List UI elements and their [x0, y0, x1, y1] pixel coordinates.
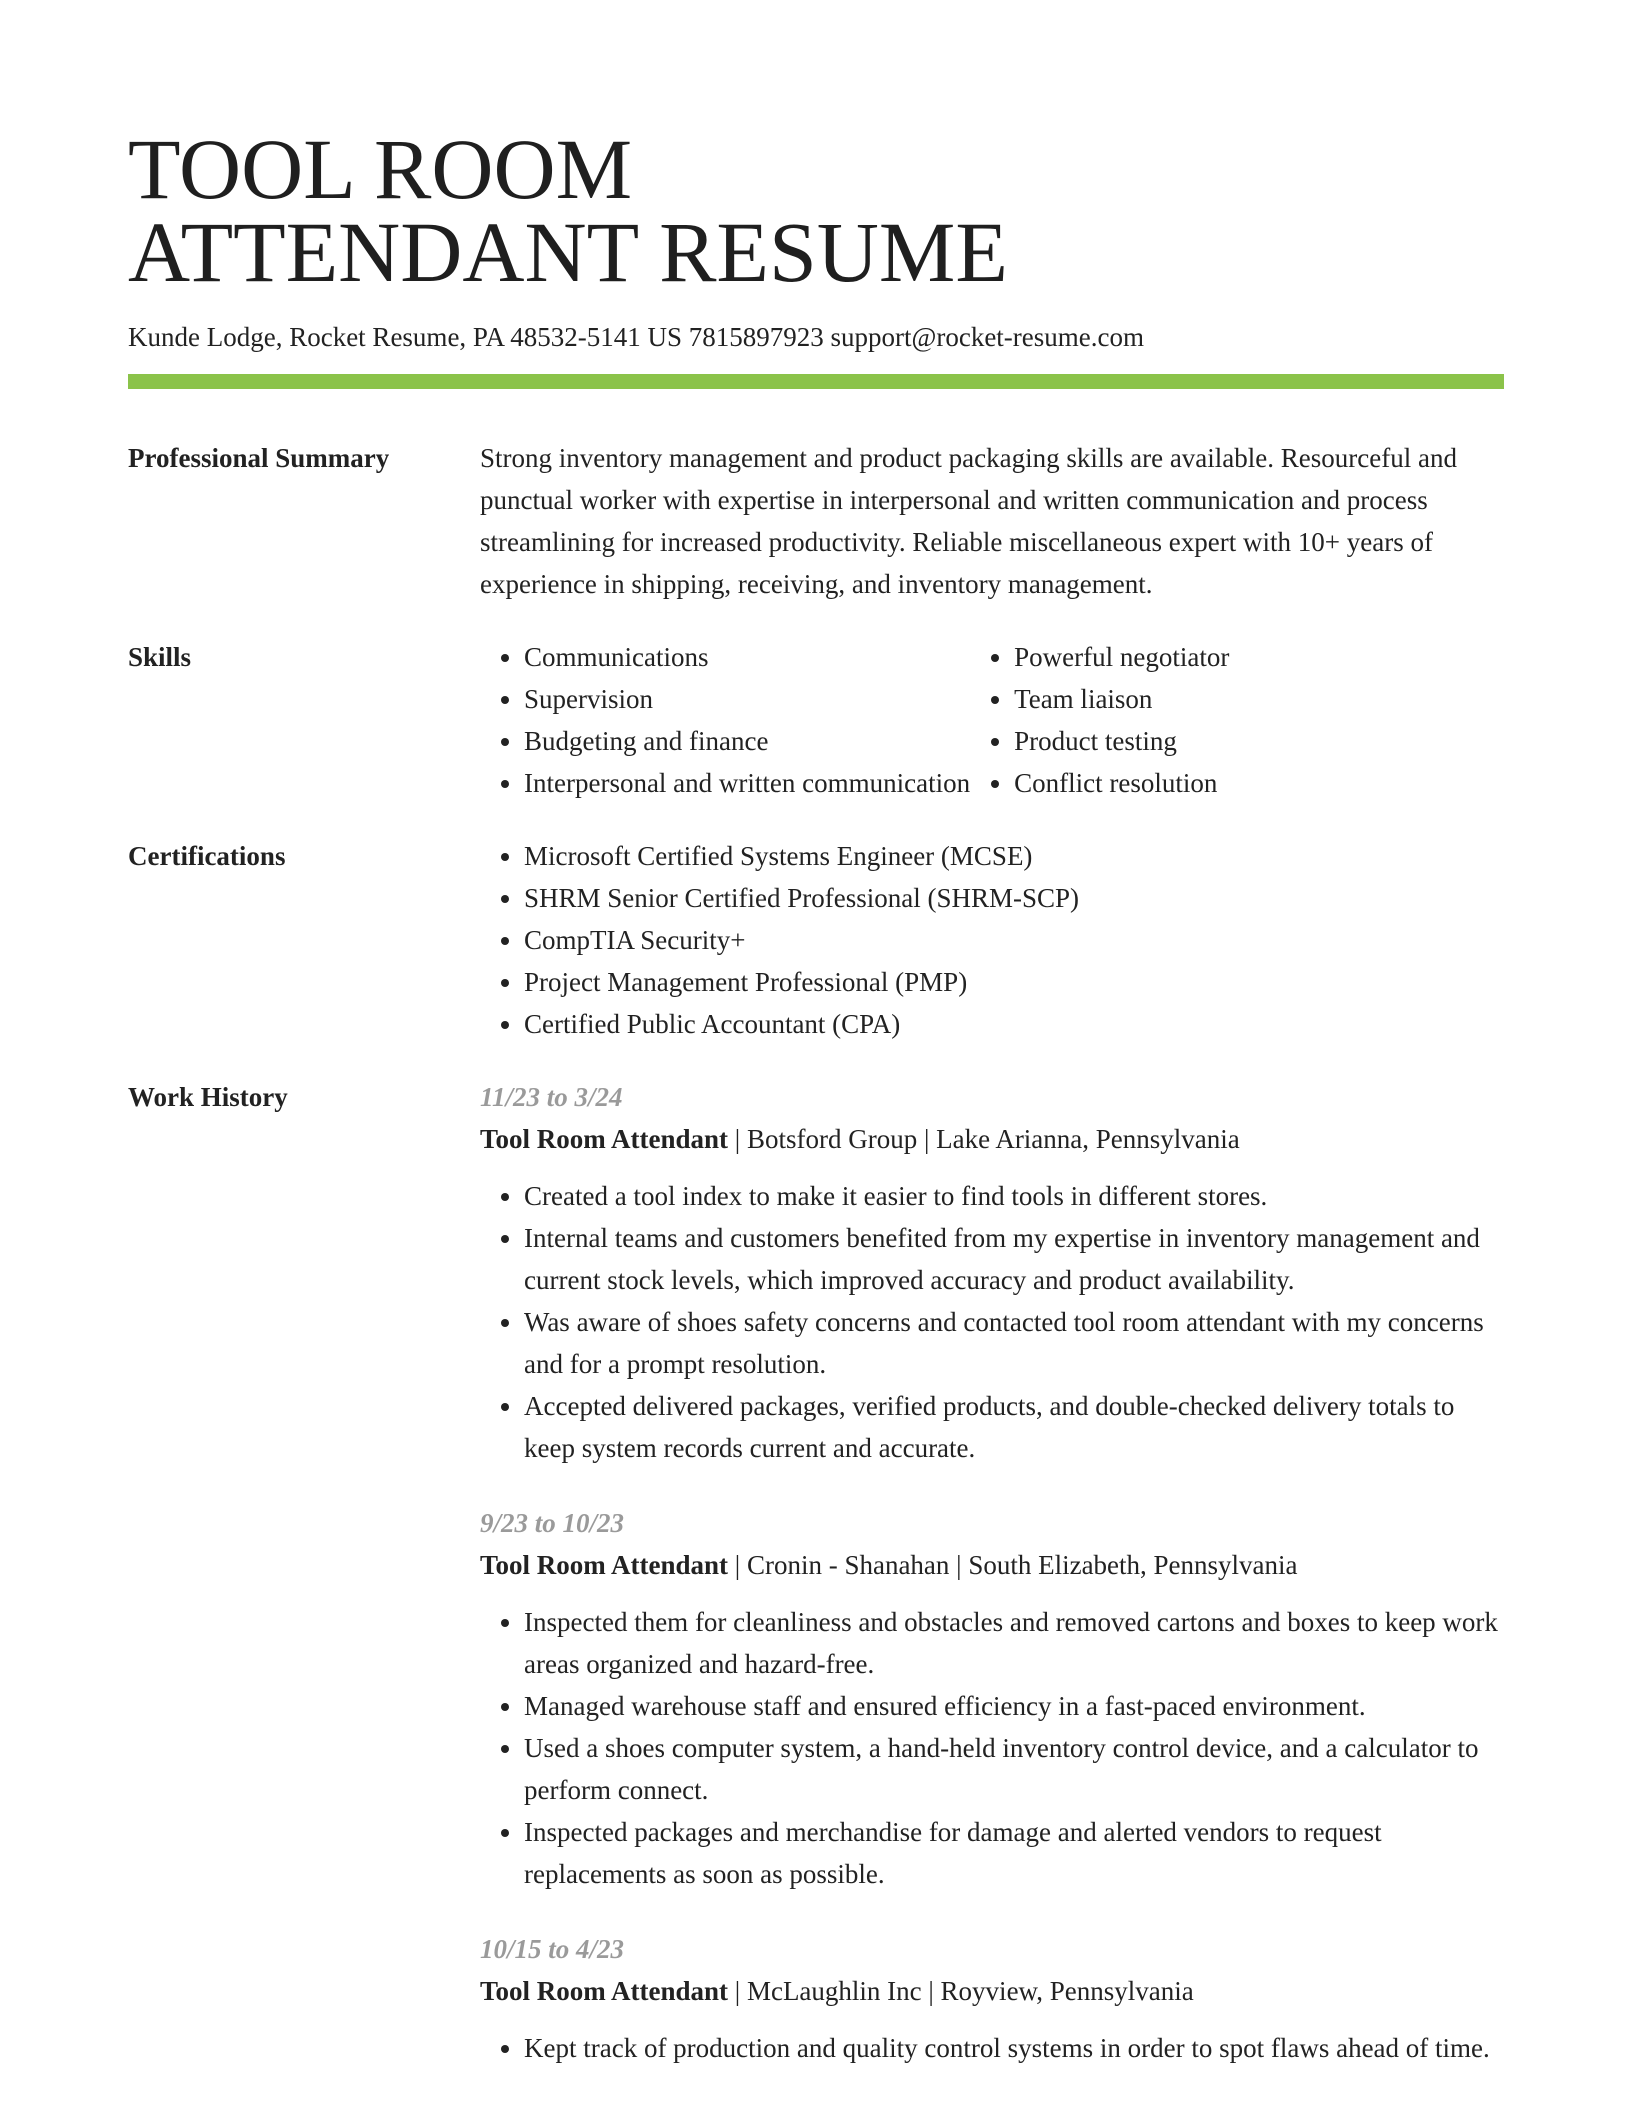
section-work-history — [128, 1076, 1504, 2102]
job-bullet-list — [480, 2027, 1504, 2069]
skill-item: • Interpersonal and written communication — [524, 762, 970, 804]
job-dates: 10/15 to 4/23 — [480, 1934, 625, 1964]
skill-item: • Powerful negotiator — [1014, 636, 1504, 678]
section-label-skills: Skills — [128, 642, 192, 672]
job-entry — [480, 1928, 1504, 2069]
section-label-certifications: Certifications — [128, 841, 286, 871]
section-label-work-history: Work History — [128, 1082, 288, 1112]
resume-page — [128, 0, 1504, 2102]
job-bullet: • Used a shoes computer system, a hand-held inventory control device, and a calculator to perform connect. — [524, 1727, 1504, 1811]
job-employer-location: | McLaughlin Inc | Royview, Pennsylvania — [728, 1976, 1194, 2006]
job-bullet: • Managed warehouse staff and ensured efficiency in a fast-paced environment. — [524, 1685, 1504, 1727]
job-bullet: • Kept track of production and quality control systems in order to spot flaws ahead of time. — [524, 2027, 1504, 2069]
certification-item: • SHRM Senior Certified Professional (SHRM-SCP) — [524, 877, 1504, 919]
skill-item: • Budgeting and finance — [524, 720, 970, 762]
job-entry — [480, 1502, 1504, 1895]
skill-item: • Supervision — [524, 678, 970, 720]
section-body-summary — [480, 437, 1504, 605]
skills-column-2 — [970, 636, 1504, 804]
resume-title-line-2: ATTENDANT RESUME — [128, 204, 1008, 300]
job-employer-location: | Cronin - Shanahan | South Elizabeth, Pennsylvania — [728, 1550, 1298, 1580]
section-body-skills — [480, 636, 1504, 804]
section-body-work-history — [480, 1076, 1504, 2102]
contact-line: Kunde Lodge, Rocket Resume, PA 48532-5141 US 7815897923 support@rocket-resume.com — [128, 322, 1144, 352]
job-bullet: • Created a tool index to make it easier to find tools in different stores. — [524, 1175, 1504, 1217]
summary-text: Strong inventory management and product packaging skills are available. Resourceful and punctual worker with expertise in interpersonal and written communication and process streamlining for increased productivity. Reliable miscellaneous expert with 10+ years of experience in shipping, receiving, and inventory management. — [480, 443, 1457, 599]
certification-item: • Certified Public Accountant (CPA) — [524, 1003, 1504, 1045]
skill-item: • Communications — [524, 636, 970, 678]
job-title: Tool Room Attendant — [480, 1550, 729, 1580]
skill-item: • Team liaison — [1014, 678, 1504, 720]
resume-title-line-1: TOOL ROOM — [128, 121, 633, 217]
job-bullet: • Inspected them for cleanliness and obstacles and removed cartons and boxes to keep work areas organized and hazard-free. — [524, 1601, 1504, 1685]
job-dates: 11/23 to 3/24 — [480, 1082, 623, 1112]
job-dates: 9/23 to 10/23 — [480, 1508, 625, 1538]
certifications-list — [480, 835, 1504, 1045]
skills-column-1 — [480, 636, 970, 804]
job-bullet: • Was aware of shoes safety concerns and contacted tool room attendant with my concerns and for a prompt resolution. — [524, 1301, 1504, 1385]
job-heading — [480, 1118, 1504, 1160]
job-bullet: • Inspected packages and merchandise for damage and alerted vendors to request replacements as soon as possible. — [524, 1811, 1504, 1895]
accent-divider — [128, 374, 1504, 389]
job-entry — [480, 1076, 1504, 1469]
section-certifications — [128, 835, 1504, 1045]
job-employer-location: | Botsford Group | Lake Arianna, Pennsylvania — [728, 1124, 1240, 1154]
certification-item: • Project Management Professional (PMP) — [524, 961, 1504, 1003]
section-label-summary: Professional Summary — [128, 443, 390, 473]
job-heading — [480, 1544, 1504, 1586]
section-skills — [128, 636, 1504, 804]
job-bullet: • Internal teams and customers benefited from my expertise in inventory management and current stock levels, which improved accuracy and product availability. — [524, 1217, 1504, 1301]
section-body-certifications — [480, 835, 1504, 1045]
job-heading — [480, 1970, 1504, 2012]
certification-item: • CompTIA Security+ — [524, 919, 1504, 961]
resume-title — [128, 121, 1504, 300]
skill-item: • Conflict resolution — [1014, 762, 1504, 804]
job-title: Tool Room Attendant — [480, 1124, 729, 1154]
job-bullet-list — [480, 1601, 1504, 1895]
job-bullet: • Accepted delivered packages, verified products, and double-checked delivery totals to keep system records current and accurate. — [524, 1385, 1504, 1469]
skills-list — [480, 636, 1504, 804]
job-title: Tool Room Attendant — [480, 1976, 729, 2006]
section-professional-summary — [128, 437, 1504, 605]
job-bullet-list — [480, 1175, 1504, 1469]
skill-item: • Product testing — [1014, 720, 1504, 762]
certification-item: • Microsoft Certified Systems Engineer (MCSE) — [524, 835, 1504, 877]
